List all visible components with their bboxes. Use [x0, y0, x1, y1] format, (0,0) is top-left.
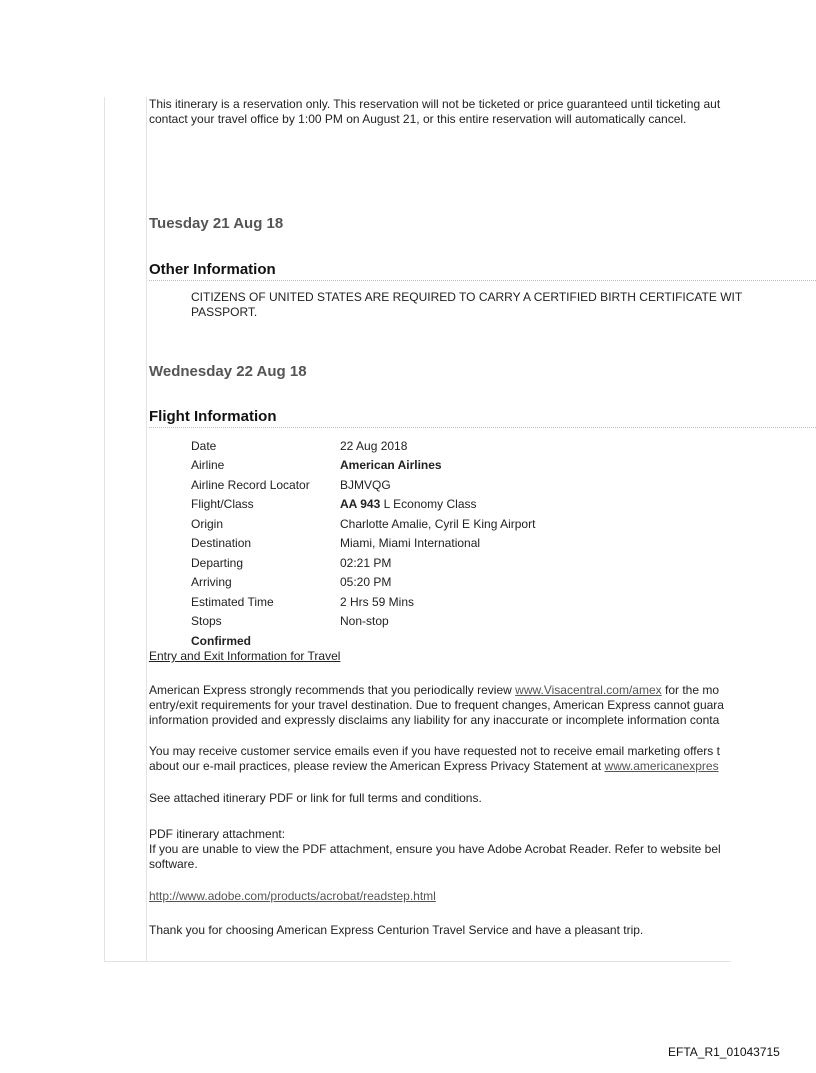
flight-label: Date: [191, 438, 217, 453]
flight-label: Airline: [191, 458, 225, 473]
flight-label: Estimated Time: [191, 594, 274, 609]
flight-label: Flight/Class: [191, 497, 254, 512]
section-title-other-information: Other Information: [149, 261, 816, 281]
entry-exit-line-3: information provided and expressly disclaims any liability for any inaccurate or incomplete information conta: [149, 713, 720, 727]
flight-value: 2 Hrs 59 Mins: [340, 594, 415, 609]
flight-value: 02:21 PM: [340, 555, 392, 570]
citizenship-notice: [191, 290, 816, 320]
thank-you-message: Thank you for choosing American Express Centurion Travel Service and have a pleasant trip.: [149, 923, 644, 937]
frame-bottom-border: [104, 961, 731, 962]
flight-value: Non-stop: [340, 614, 389, 629]
flight-class: L Economy Class: [380, 497, 477, 512]
flight-value: [340, 497, 477, 511]
flight-label: Arriving: [191, 575, 232, 590]
entry-exit-line-2: entry/exit requirements for your travel destination. Due to frequent changes, American Express cannot guara: [149, 698, 724, 712]
flight-row-stops: [191, 612, 535, 632]
email-practices-line-1: You may receive customer service emails even if you have requested not to receive email marketing offers t: [149, 744, 720, 758]
flight-row-arriving: [191, 573, 535, 593]
flight-status: Confirmed: [191, 633, 251, 648]
pdf-attachment-line-1: PDF itinerary attachment:: [149, 827, 286, 841]
visacentral-link[interactable]: www.Visacentral.com/amex: [515, 683, 662, 697]
adobe-reader-link-row: [149, 889, 816, 904]
flight-number: AA 943: [340, 497, 381, 512]
flight-value: Miami, Miami International: [340, 536, 481, 551]
flight-value: 22 Aug 2018: [340, 438, 408, 453]
flight-label: Stops: [191, 614, 222, 629]
flight-row-estimated-time: [191, 592, 535, 612]
flight-details-table: [191, 436, 535, 651]
pdf-attachment-line-2: If you are unable to view the PDF attachment, ensure you have Adobe Acrobat Reader. Refer to website bel: [149, 842, 721, 856]
entry-exit-line-1: [149, 683, 816, 698]
flight-label: Destination: [191, 536, 252, 551]
flight-value: 05:20 PM: [340, 575, 392, 590]
entry-exit-text: American Express strongly recommends that you periodically review: [149, 683, 516, 697]
entry-exit-paragraph: [149, 683, 816, 728]
flight-label: Departing: [191, 555, 244, 570]
flight-row-record-locator: [191, 475, 535, 495]
pdf-attachment-line-3: software.: [149, 857, 198, 871]
frame-inner-border: [146, 97, 147, 961]
flight-value: American Airlines: [340, 458, 442, 473]
flight-row-airline: [191, 456, 535, 476]
flight-row-departing: [191, 553, 535, 573]
privacy-statement-link[interactable]: www.americanexpres: [604, 759, 719, 773]
entry-exit-text: for the mo: [661, 683, 720, 697]
document-id: EFTA_R1_01043715: [668, 1045, 780, 1059]
flight-status-row: [191, 631, 535, 651]
flight-row-flight-class: [191, 495, 535, 515]
reservation-notice-line-2: contact your travel office by 1:00 PM on August 21, or this entire reservation will automatically cancel.: [149, 112, 687, 126]
flight-label: Airline Record Locator: [191, 477, 310, 492]
entry-exit-title[interactable]: Entry and Exit Information for Travel: [149, 649, 341, 663]
flight-row-destination: [191, 534, 535, 554]
citizenship-notice-line-1: CITIZENS OF UNITED STATES ARE REQUIRED TO CARRY A CERTIFIED BIRTH CERTIFICATE WIT: [191, 290, 743, 304]
day-heading-tuesday: Tuesday 21 Aug 18: [149, 215, 284, 232]
flight-value: Charlotte Amalie, Cyril E King Airport: [340, 516, 536, 531]
flight-row-date: [191, 436, 535, 456]
adobe-reader-link[interactable]: http://www.adobe.com/products/acrobat/readstep.html: [149, 889, 436, 903]
section-title-flight-information: Flight Information: [149, 408, 816, 428]
citizenship-notice-line-2: PASSPORT.: [191, 305, 258, 319]
email-practices-text: about our e-mail practices, please review the American Express Privacy Statement at: [149, 759, 605, 773]
flight-row-origin: [191, 514, 535, 534]
reservation-notice-line-1: This itinerary is a reservation only. This reservation will not be ticketed or price guaranteed until ticketing aut: [149, 97, 721, 111]
terms-note: See attached itinerary PDF or link for full terms and conditions.: [149, 791, 482, 805]
email-practices-paragraph: [149, 744, 816, 774]
frame-left-border: [104, 97, 105, 961]
reservation-notice: [149, 97, 816, 127]
pdf-attachment-paragraph: [149, 827, 816, 872]
flight-label: Origin: [191, 516, 224, 531]
email-practices-line-2: [149, 759, 816, 774]
flight-value: BJMVQG: [340, 477, 391, 492]
day-heading-wednesday: Wednesday 22 Aug 18: [149, 363, 307, 380]
